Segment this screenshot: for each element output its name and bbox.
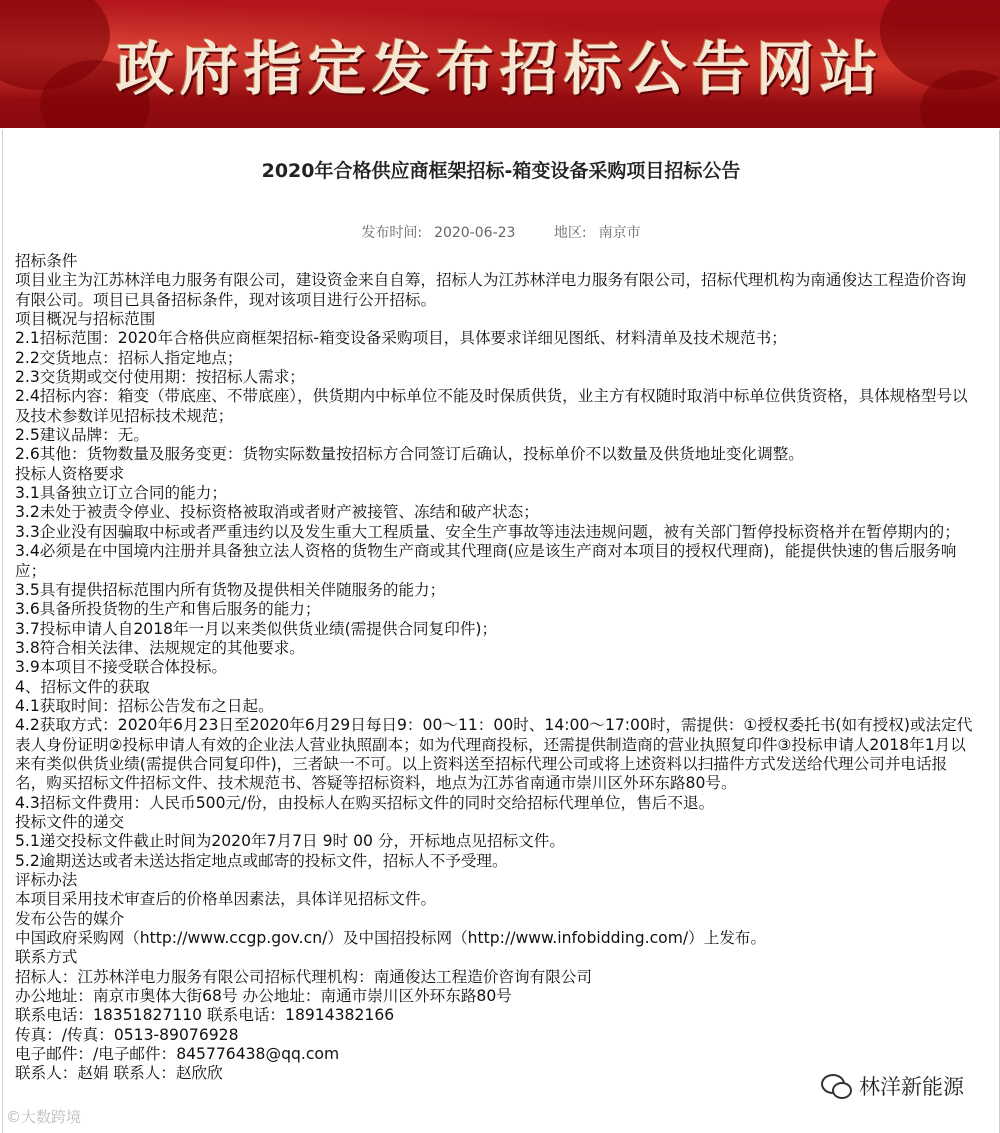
- body-line: 5.1递交投标文件截止时间为2020年7月7日 9时 00 分，开标地点见招标文件。: [15, 832, 565, 851]
- body-line: 4.2获取方式：2020年6月23日至2020年6月29日每日9：00～11：00时、14:00～17:00时，需提供：①授权委托书(如有授权)或法定代表人身份证明②投标申请人有效的企业法人营业执照副本；如为代理商投标，还需提供制造商的营业执照复印件③投标申请人2018年1月以来有类似供货业绩(需提供合同复印件)，三者缺一不可。以上资料送至招标代理公司或将上述资料以扫描件方式发送给代理公司并电话报名，购买招标文件招标文件、技术规范书、答疑等招标资料，地点为江苏省南通市崇川区外环东路80号。: [15, 716, 973, 793]
- watermark-right: [815, 1069, 970, 1103]
- region-value: 南京市: [598, 225, 641, 241]
- body-line: 投标人资格要求: [15, 464, 125, 483]
- body-line: 3.6具备所投货物的生产和售后服务的能力；: [15, 600, 321, 619]
- body-line: 项目业主为江苏林洋电力服务有限公司，建设资金来自自筹，招标人为江苏林洋电力服务有限公司，招标代理机构为南通俊达工程造价咨询有限公司。项目已具备招标条件，现对该项目进行公开招标。: [15, 271, 967, 309]
- announcement-body: [15, 252, 975, 1084]
- body-line: 3.7投标申请人自2018年一月以来类似供货业绩(需提供合同复印件)；: [15, 619, 498, 638]
- body-line: 本项目采用技术审查后的价格单因素法，具体详见招标文件。: [15, 890, 437, 909]
- publish-date: 2020-06-23: [434, 225, 516, 241]
- announcement-title: 2020年合格供应商框架招标-箱变设备采购项目招标公告: [261, 160, 741, 182]
- body-line: 2.4招标内容：箱变（带底座、不带底座），供货期内中标单位不能及时保质供货，业主方有权随时取消中标单位供货资格，具体规格型号以及技术参数详见招标技术规范；: [15, 387, 968, 425]
- body-line: 4.3招标文件费用：人民币500元/份，由投标人在购买招标文件的同时交给招标代理单位，售后不退。: [15, 793, 715, 812]
- body-line: 4、招标文件的获取: [15, 677, 150, 696]
- body-line: 3.3企业没有因骗取中标或者严重违约以及发生重大工程质量、安全生产事故等违法违规问题，被有关部门暂停投标资格并在暂停期内的；: [15, 522, 960, 541]
- body-line: 3.2未处于被责令停业、投标资格被取消或者财产被接管、冻结和破产状态；: [15, 503, 539, 522]
- body-line: 3.5具有提供招标范围内所有货物及提供相关伴随服务的能力；: [15, 580, 446, 599]
- body-line: 办公地址：南京市奥体大街68号 办公地址：南通市崇川区外环东路80号: [15, 987, 512, 1006]
- body-line: 3.8符合相关法律、法规规定的其他要求。: [15, 638, 305, 657]
- body-line: 联系人：赵娟 联系人：赵欣欣: [15, 1064, 223, 1083]
- body-line: 招标条件: [15, 252, 78, 270]
- body-line: 项目概况与招标范围: [15, 310, 156, 329]
- body-line: 中国政府采购网（http://www.ccgp.gov.cn/）及中国招投标网（http://www.infobidding.com/）上发布。: [15, 929, 767, 948]
- body-line: 3.9本项目不接受联合体投标。: [15, 658, 227, 677]
- body-line: 2.2交货地点：招标人指定地点；: [15, 348, 243, 367]
- body-line: 发布公告的媒介: [15, 909, 125, 928]
- body-line: 4.1获取时间：招标公告发布之日起。: [15, 696, 274, 715]
- announcement-meta: [3, 222, 999, 242]
- banner-title: 政府指定发布招标公告网站: [115, 35, 884, 103]
- body-line: 投标文件的递交: [15, 812, 125, 831]
- wechat-icon: [821, 1074, 851, 1098]
- site-banner: [0, 0, 1000, 128]
- region-label: 地区:: [553, 225, 587, 241]
- body-line: 联系方式: [15, 948, 78, 967]
- body-line: 3.1具备独立订立合同的能力；: [15, 484, 227, 503]
- body-line: 传真：/传真：0513-89076928: [15, 1025, 239, 1044]
- watermark-left: ©大数跨境: [6, 1108, 82, 1126]
- body-line: 5.2逾期送达或者未送达指定地点或邮寄的投标文件，招标人不予受理。: [15, 851, 508, 870]
- body-line: 2.5建议品牌：无。: [15, 426, 149, 445]
- body-line: 联系电话：18351827110 联系电话：18914382166: [15, 1006, 395, 1025]
- body-line: 招标人：江苏林洋电力服务有限公司招标代理机构：南通俊达工程造价咨询有限公司: [15, 967, 592, 986]
- publish-label: 发布时间:: [361, 225, 423, 241]
- body-line: 2.3交货期或交付使用期：按招标人需求；: [15, 368, 305, 387]
- body-line: 评标办法: [15, 871, 78, 889]
- announcement-panel: [2, 130, 1000, 1133]
- body-line: 3.4必须是在中国境内注册并具备独立法人资格的货物生产商或其代理商(应是该生产商对本项目的授权代理商)，能提供快速的售后服务响应；: [15, 542, 957, 580]
- body-line: 2.1招标范围：2020年合格供应商框架招标-箱变设备采购项目，具体要求详细见图纸、材料清单及技术规范书；: [15, 329, 787, 348]
- body-line: 电子邮件：/电子邮件：845776438@qq.com: [15, 1045, 340, 1064]
- body-line: 2.6其他：货物数量及服务变更：货物实际数量按招标方合同签订后确认，投标单价不以数量及供货地址变化调整。: [15, 445, 804, 464]
- account-name: 林洋新能源: [859, 1075, 964, 1099]
